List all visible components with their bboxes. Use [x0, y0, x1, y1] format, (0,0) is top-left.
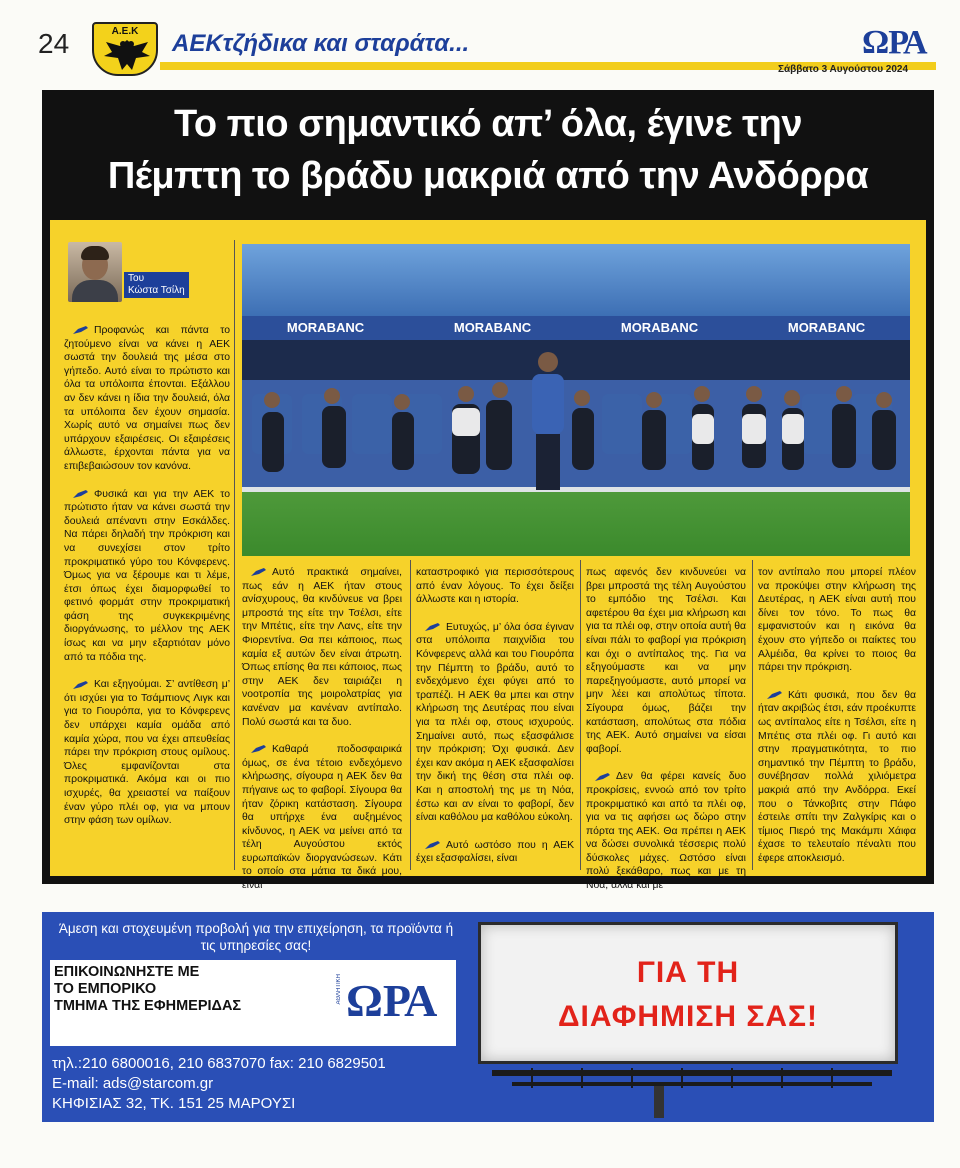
photo-banner-text: MORABANC MORABANC MORABANC MORABANC [286, 320, 866, 335]
article-photo [242, 244, 910, 556]
ad-contact-box [50, 960, 456, 1046]
paragraph: Ευτυχώς, μ’ όλα όσα έγιναν στα υπόλοιπα παιχνίδια του Κόνφερενς αλλά και του Γιουρόπα την Πέμπτη το βράδυ, αυτό το ενδεχόμενο έχει φύγει από το τραπέζι. Η ΑΕΚ θα μπει και στην κλήρωση της Δευτέρας που είναι για τα πλέι οφ, στους ισχυρούς. Σημαίνει αυτό, πως εξασφάλισε την πρόκριση; Όχι φυσικά. Δεν έχει καν ακόμα η ΑΕΚ εξασφαλίσει την δική της θέση στα πλέι οφ. Και η αποστολή της με τη Νόα, έστω και αν είναι το φαβορί, δεν είναι καθόλου μα καθόλου εύκολη. [416, 621, 574, 824]
aek-logo-icon: Α.Ε.Κ [92, 22, 158, 76]
article-column-3 [416, 566, 574, 880]
pen-icon [424, 622, 442, 632]
author-byline [68, 242, 208, 314]
column-rule [752, 560, 753, 870]
ad-contact-text: ΕΠΙΚΟΙΝΩΝΗΣΤΕ ΜΕ ΤΟ ΕΜΠΟΡΙΚΟ ΤΜΗΜΑ ΤΗΣ ΕΦΗΜΕΡΙΔΑΣ [54, 964, 242, 1014]
billboard-text: ΓΙΑ ΤΗ ΔΙΑΦΗΜΙΣΗ ΣΑΣ! [557, 956, 819, 1033]
paragraph: Δεν θα φέρει κανείς δυο προκρίσεις, εννοώ από τον τρίτο προκριματικό και από τα πλέι οφ, για να τις αφήσει ως δώρο στην πόρτα της ΑΕΚ. Θα πρέπει η ΑΕΚ να δώσει συνολικά τέσσερις πολύ δύσκολες μάχες. Ωστόσο είναι πολύ ξεκάθαρο, πως και με τη Νόα, αλλά και με [586, 771, 746, 892]
article-column-2 [242, 566, 402, 907]
column-rule [234, 240, 235, 870]
article-column-1 [64, 324, 230, 842]
pen-icon [72, 680, 90, 690]
column-rule [410, 560, 411, 870]
ad-slogan: Άμεση και στοχευμένη προβολή για την επιχείρηση, τα προϊόντα ή τις υπηρεσίες σας! [58, 921, 454, 953]
paragraph: Αυτό ωστόσο που η ΑΕΚ έχει εξασφαλίσει, είναι [416, 839, 574, 865]
paragraph: Κάτι φυσικά, που δεν θα ήταν ακριβώς έτσι, εάν προέκυπτε ως αντίπαλος είτε η Τσέλσι, είτε η Μπέτις στα πλέι οφ. Γι αυτό και στην πραγματικότητα, το πιο σημαντικό την Πέμπτη το βράδυ, συνέβησαν πολλά χιλιόμετρα μακριά από την Ανδόρρα. Εκεί που ο Τάνκοβιτς στην Πάφο έστειλε σπίτι την Ζαλγκίρις και ο τίμιος Πιερό της Μακάμπι Χάιφα έχασε το τελευταίο πέναλτι που έφερε αποκλεισμό. [758, 689, 916, 864]
page-number: 24 [38, 28, 70, 59]
billboard-frame-icon [472, 918, 926, 1118]
paragraph: Προφανώς και πάντα το ζητούμενο είναι να κάνει η ΑΕΚ σωστά την δουλειά της μέσα στο γήπεδο. Αυτό είναι το πρώτιστο και όλα τα υπόλοιπα έπονται. Εξάλλου αν δεν κάνει η ίδια την δουλειά, όλα τα υπόλοιπα δεν έχουν σημασία. Χωρίς αυτό να σημαίνει πως δεν υπάρχουν εξαιρέσεις. Οι εξαιρέσεις άλλωστε, έρχονται πάντα για να επιβεβαιώσουν τον κανόνα. [64, 325, 230, 472]
ad-contact-details [52, 1054, 386, 1114]
ad-address: ΚΗΦΙΣΙΑΣ 32, ΤΚ. 151 25 ΜΑΡΟΥΣΙ [52, 1095, 296, 1112]
ad-phone: τηλ.:210 6800016, 210 6837070 fax: 210 6829501 [52, 1055, 386, 1072]
article-column-4 [586, 566, 746, 907]
paragraph: Καθαρά ποδοσφαιρικά όμως, σε ένα τέτοιο ενδεχόμενο κλήρωσης, σίγουρα η ΑΕΚ δεν θα πήγαινε ως το φαβορί. Σίγουρα θα ήταν ζόρικη κατάσταση. Σίγουρα θα υπήρχε ένα αυξημένος κίνδυνος, η ΑΕΚ να μείνει από τα τέλη Αυγούστου εκτός ευρωπαϊκών διοργανώσεων. Κάτι το οποίο στα μάτια τα δικά μου, είναι [242, 744, 402, 892]
ad-email: E-mail: ads@starcom.gr [52, 1075, 214, 1092]
article-body [50, 220, 926, 892]
paragraph: Φυσικά και για την ΑΕΚ το πρώτιστο ήταν να κάνει σωστά την δουλειά απέναντι στην Εσκάλδες. Να πάρει δηλαδή την πρόκριση και να συνεχίσει στον τρίτο προκριματικό γύρο του Κόνφερενς. Όμως για να ξέρουμε και τι λέμε, έτσι όπως έχει διαμορφωθεί το φετινό φορμάτ στην προκριματική φάση της συγκεκριμένης διοργάνωσης, το μέλλον της ΑΕΚ ίσως και να μην εξαρτιόταν μόνο από τα πόδια της. [64, 488, 230, 663]
brand-logo: ΩΡΑ [862, 24, 927, 61]
pen-icon [250, 744, 268, 754]
pen-icon [72, 325, 90, 335]
pen-icon [72, 489, 90, 499]
advertisement [42, 912, 934, 1122]
column-rule [580, 560, 581, 870]
ad-brand-subtitle: ΑΘΛΗΤΙΚΗ [336, 974, 342, 1005]
article-column-5 [758, 566, 916, 879]
pen-icon [594, 772, 612, 782]
headline: Το πιο σημαντικό απ’ όλα, έγινε την Πέμπτη το βράδυ μακριά από την Ανδόρρα [107, 103, 869, 197]
author-name: Του Κώστα Τσίλη [124, 272, 189, 298]
pen-icon [250, 567, 268, 577]
billboard [472, 918, 926, 1118]
paragraph: πως αφενός δεν κινδυνεύει να βρει μπροστά της τέλη Αυγούστου το εμπόδιο της Τσέλσι. Και αφετέρου θα έχει μια κλήρωση και για τα πλέι οφ, στην οποία αυτή θα είναι πάλι το φαβορί για πρόκριση και όχι ο αντίπαλος της. Για να εξηγούμαστε και να μην παρεξηγούμαστε, αυτό μπορεί να μην λέει και απολύτως τίποτα. Σίγουρα όμως, βάζει την κατάσταση, απολύτως στα πόδια της ΑΕΚ. Αυτό σημαίνει να είσαι φαβορί. [586, 567, 746, 755]
pen-icon [766, 690, 784, 700]
issue-date: Σάββατο 3 Αυγούστου 2024 [778, 64, 909, 75]
paragraph: Και εξηγούμαι. Σ’ αντίθεση μ’ ότι ισχύει για το Τσάμπιονς Λιγκ και για το Γιουρόπα, για το Κόνφερενς δεν υπάρχει καμία ομάδα από καμία χώρα, που να έχει απευθείας πάρει την πρόκριση στους ομίλους. Όλες εμφανίζονται στα προκριματικά. Ακόμα και οι πιο ισχυρές, θα χρειαστεί να παίξουν έναν γύρο πλέι οφ, για να μπουν στην φάση των ομίλων. [64, 679, 230, 827]
article [42, 90, 934, 892]
paragraph: Αυτό πρακτικά σημαίνει, πως εάν η ΑΕΚ ήταν στους ανίσχυρους, θα κινδύνευε να βρει μπροστά της είτε την Τσέλσι, είτε την Μπέτις, είτε την Λανς, είτε την Φιορεντίνα. Θα πει κάποιος, πως καμία εξ αυτών δεν είναι άτρωτη. Όπως επίσης θα πει κάποιος, πως στην ΑΕΚ δεν ταιριάζει η νοοτροπία της μοιρολατρίας για κανέναν μα κανέναν αντίπαλο. Πολύ σωστά και τα δυο. [242, 567, 402, 728]
pen-icon [424, 840, 442, 850]
section-title: ΑΕΚτζήδικα και σταράτα... [172, 30, 470, 57]
paragraph: τον αντίπαλο που μπορεί πλέον να προκύψει στην κλήρωση της Δευτέρας, η ΑΕΚ είναι αυτή που δίνει τον τόνο. Το πως θα εμφανιστούν και η εικόνα θα έχουν στο γήπεδο οι παίκτες του Αλμέιδα, θα κρίνει το ποιος θα πάρει την πρόκριση. [758, 567, 916, 674]
author-photo [68, 242, 122, 302]
paragraph: καταστροφικό για περισσότερους από έναν λόγους. Το έχει δείξει άλλωστε και η ιστορία. [416, 567, 574, 606]
ad-brand-logo: ΩΡΑ [346, 975, 438, 1026]
page-header [0, 0, 960, 80]
